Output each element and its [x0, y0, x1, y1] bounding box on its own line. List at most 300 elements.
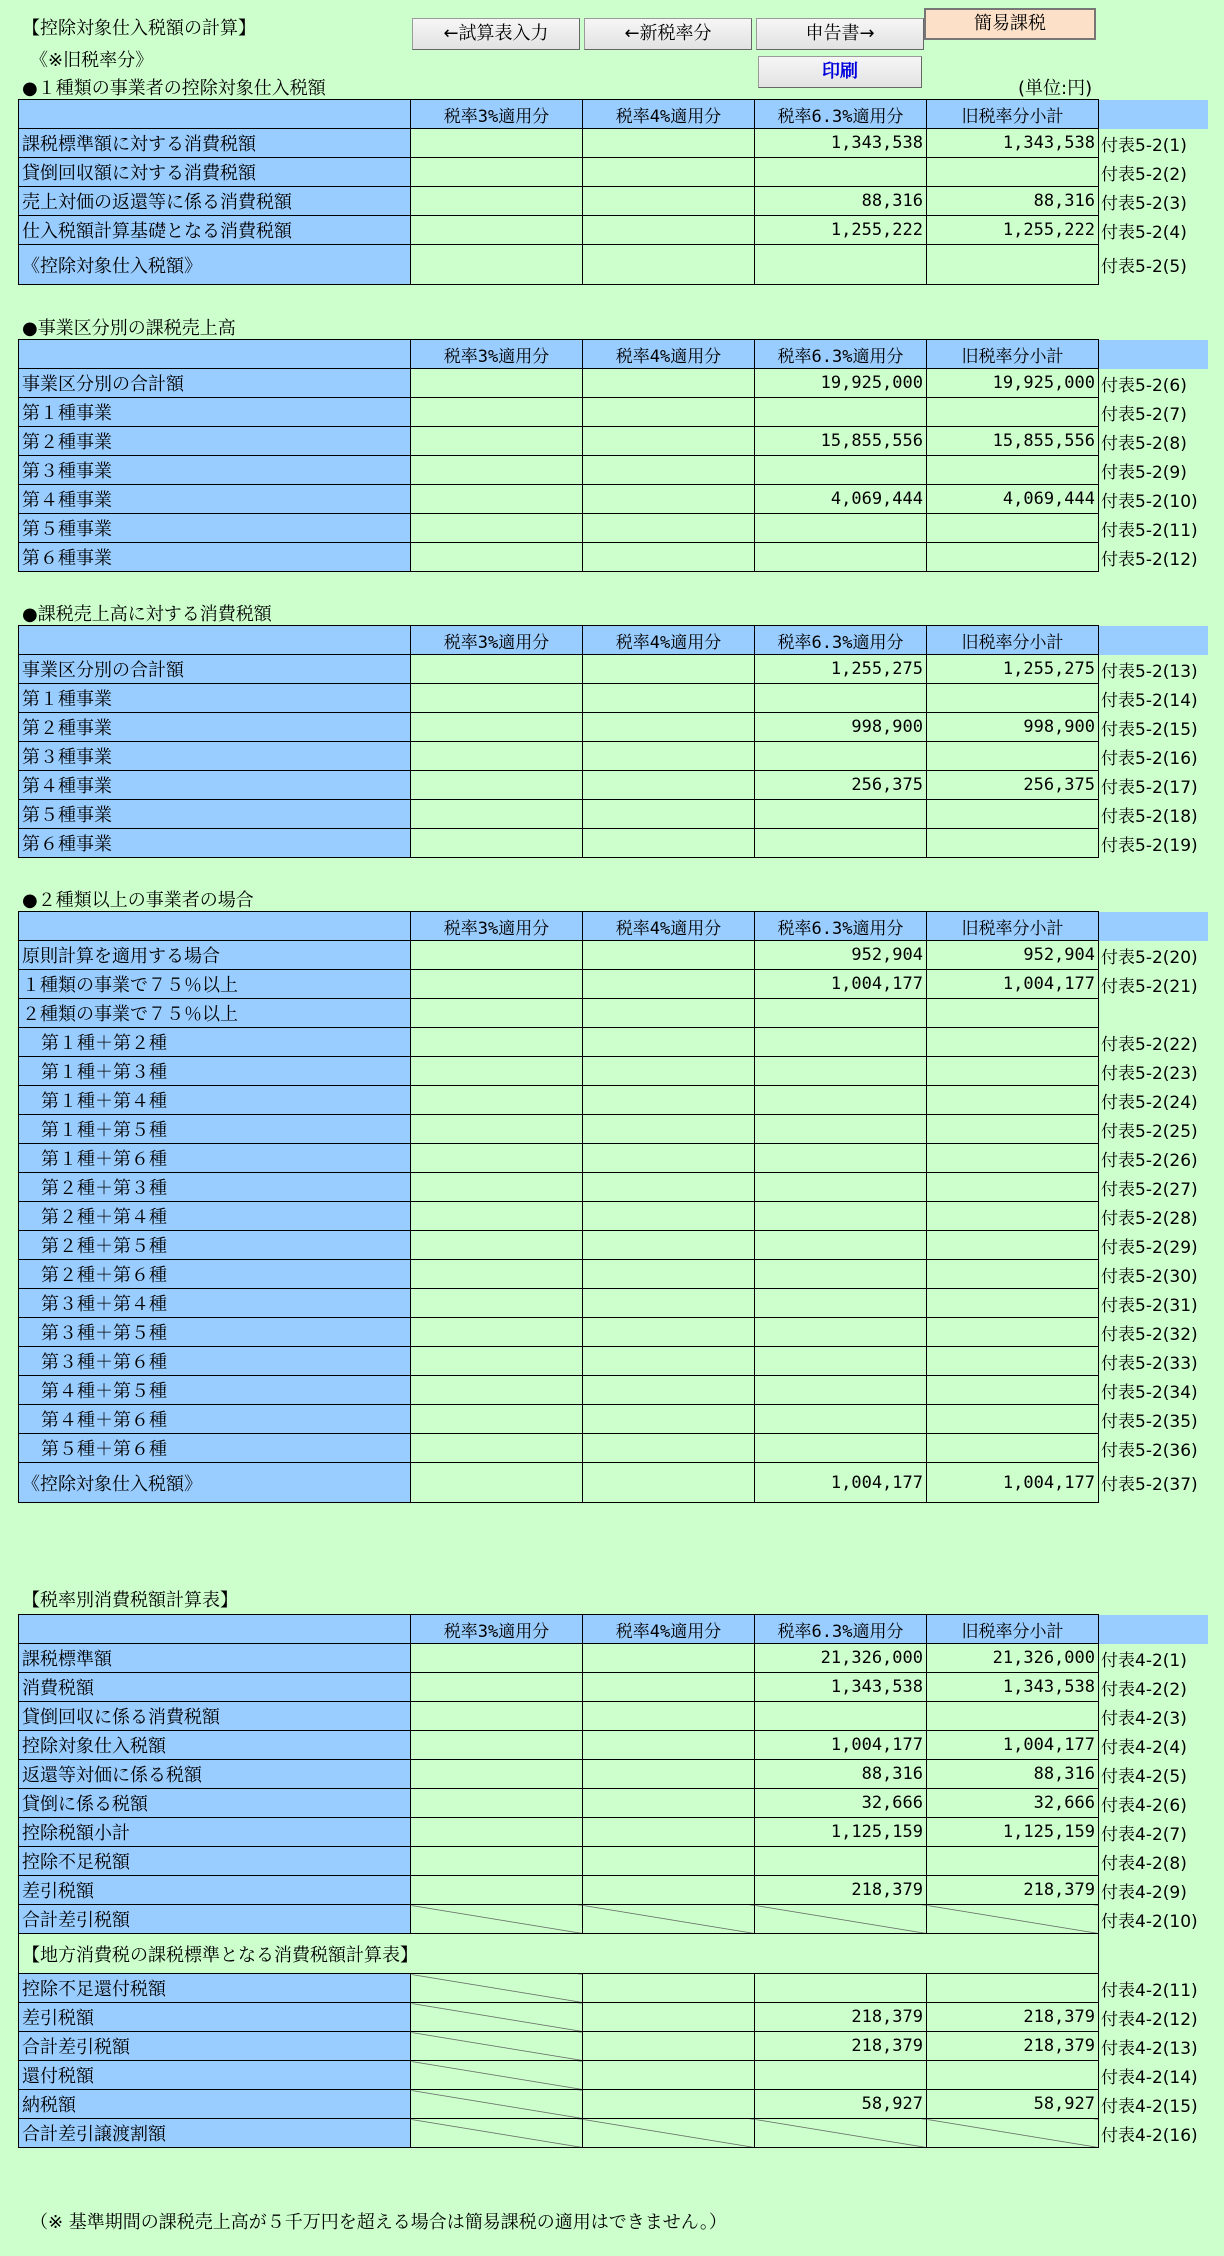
- value-cell[interactable]: [411, 1789, 583, 1818]
- value-cell[interactable]: [411, 1818, 583, 1847]
- value-cell[interactable]: [583, 1086, 755, 1115]
- value-cell[interactable]: [411, 1260, 583, 1289]
- table-row: [19, 1057, 1209, 1086]
- value-cell[interactable]: [927, 1318, 1099, 1347]
- value-cell[interactable]: 1,004,177: [927, 1731, 1099, 1760]
- value-cell[interactable]: [583, 543, 755, 572]
- header-row: [19, 340, 1209, 369]
- value-cell[interactable]: [411, 427, 583, 456]
- value-cell[interactable]: [411, 1057, 583, 1086]
- value-cell[interactable]: [755, 742, 927, 771]
- value-cell[interactable]: [583, 1463, 755, 1503]
- value-cell[interactable]: [583, 2003, 755, 2032]
- value-cell[interactable]: 88,316: [927, 187, 1099, 216]
- value-cell[interactable]: [411, 1115, 583, 1144]
- section3-heading: ●課税売上高に対する消費税額: [22, 604, 272, 625]
- value-cell[interactable]: [583, 1144, 755, 1173]
- row-label: 第４種＋第６種: [19, 1405, 411, 1434]
- value-cell[interactable]: 1,004,177: [927, 970, 1099, 999]
- value-cell[interactable]: [583, 1173, 755, 1202]
- value-cell[interactable]: [583, 941, 755, 970]
- row-label: 還付税額: [19, 2061, 411, 2090]
- value-cell[interactable]: [583, 427, 755, 456]
- value-cell[interactable]: [927, 1347, 1099, 1376]
- value-cell[interactable]: [411, 158, 583, 187]
- value-cell[interactable]: [583, 1644, 755, 1673]
- value-cell[interactable]: 218,379: [927, 1876, 1099, 1905]
- value-cell[interactable]: [927, 1028, 1099, 1057]
- form-ref: 付表4-2(9): [1101, 1882, 1187, 1903]
- form-ref: 付表5-2(16): [1101, 748, 1198, 769]
- value-cell[interactable]: [755, 1702, 927, 1731]
- value-cell[interactable]: [755, 1434, 927, 1463]
- column-header: 旧税率分小計: [927, 1615, 1099, 1644]
- table-row: [19, 829, 1209, 858]
- value-cell[interactable]: [411, 1673, 583, 1702]
- table-row: [19, 158, 1209, 187]
- value-cell[interactable]: [755, 398, 927, 427]
- table-row: [19, 129, 1209, 158]
- value-cell[interactable]: [927, 1086, 1099, 1115]
- value-cell[interactable]: [755, 684, 927, 713]
- value-cell[interactable]: [583, 398, 755, 427]
- value-cell[interactable]: [583, 456, 755, 485]
- value-cell[interactable]: [411, 369, 583, 398]
- value-cell[interactable]: [583, 2032, 755, 2061]
- value-cell[interactable]: 998,900: [755, 713, 927, 742]
- row-label: 貸倒に係る税額: [19, 1789, 411, 1818]
- value-cell[interactable]: [411, 829, 583, 858]
- form-ref: [1099, 999, 1209, 1028]
- value-cell[interactable]: [411, 514, 583, 543]
- value-cell[interactable]: [411, 1434, 583, 1463]
- section2-heading: ●事業区分別の課税売上高: [22, 318, 236, 339]
- value-cell[interactable]: 1,004,177: [755, 1731, 927, 1760]
- table-row: [19, 245, 1209, 285]
- value-cell[interactable]: [927, 514, 1099, 543]
- table-row: [19, 1289, 1209, 1318]
- value-cell[interactable]: [411, 485, 583, 514]
- value-cell[interactable]: [411, 1731, 583, 1760]
- value-cell[interactable]: [755, 158, 927, 187]
- value-cell[interactable]: 4,069,444: [927, 485, 1099, 514]
- section2-table: [18, 339, 1209, 572]
- column-header: 税率6.3%適用分: [755, 340, 927, 369]
- value-cell[interactable]: 1,125,159: [755, 1818, 927, 1847]
- value-cell[interactable]: 1,255,222: [755, 216, 927, 245]
- value-cell[interactable]: [411, 1318, 583, 1347]
- value-cell[interactable]: [411, 1876, 583, 1905]
- table-row: [19, 800, 1209, 829]
- row-label: 課税標準額に対する消費税額: [19, 129, 411, 158]
- value-cell[interactable]: [755, 1376, 927, 1405]
- value-cell[interactable]: [583, 713, 755, 742]
- value-cell[interactable]: 19,925,000: [755, 369, 927, 398]
- value-cell[interactable]: 1,255,275: [755, 655, 927, 684]
- value-cell[interactable]: 218,379: [755, 1876, 927, 1905]
- value-cell[interactable]: [583, 1115, 755, 1144]
- value-cell[interactable]: [583, 829, 755, 858]
- form-ref: 付表4-2(12): [1101, 2009, 1198, 2030]
- table-row: [19, 1086, 1209, 1115]
- value-cell[interactable]: 998,900: [927, 713, 1099, 742]
- value-cell[interactable]: 952,904: [755, 941, 927, 970]
- value-cell[interactable]: [755, 1347, 927, 1376]
- form-ref: 付表5-2(17): [1101, 777, 1198, 798]
- table-row: [19, 1173, 1209, 1202]
- value-cell[interactable]: [927, 1115, 1099, 1144]
- value-cell[interactable]: [755, 999, 927, 1028]
- value-cell[interactable]: [755, 1028, 927, 1057]
- value-cell[interactable]: 1,004,177: [755, 970, 927, 999]
- form-ref: 付表5-2(37): [1101, 1475, 1198, 1495]
- value-cell[interactable]: 256,375: [755, 771, 927, 800]
- value-cell[interactable]: [583, 187, 755, 216]
- value-cell[interactable]: [927, 1702, 1099, 1731]
- value-cell[interactable]: [927, 742, 1099, 771]
- value-cell[interactable]: [583, 1260, 755, 1289]
- form-ref: 付表5-2(3): [1101, 193, 1187, 214]
- value-cell[interactable]: [411, 245, 583, 285]
- value-cell[interactable]: [583, 771, 755, 800]
- row-label: 貸倒回収に係る消費税額: [19, 1702, 411, 1731]
- value-cell[interactable]: [583, 1057, 755, 1086]
- header-blank: [19, 912, 411, 941]
- value-cell[interactable]: 1,343,538: [927, 1673, 1099, 1702]
- column-header: 税率6.3%適用分: [755, 100, 927, 129]
- value-cell[interactable]: [411, 1644, 583, 1673]
- row-label: 第３種＋第６種: [19, 1347, 411, 1376]
- value-cell[interactable]: [411, 1144, 583, 1173]
- table-row: [19, 1434, 1209, 1463]
- value-cell[interactable]: [411, 129, 583, 158]
- value-cell[interactable]: [755, 1115, 927, 1144]
- column-header: 税率6.3%適用分: [755, 1615, 927, 1644]
- column-header: 旧税率分小計: [927, 340, 1099, 369]
- value-cell[interactable]: 88,316: [755, 187, 927, 216]
- value-cell[interactable]: [927, 245, 1099, 285]
- value-cell[interactable]: [755, 1974, 927, 2003]
- value-cell[interactable]: [927, 1974, 1099, 2003]
- value-cell[interactable]: [583, 2090, 755, 2119]
- value-cell[interactable]: 952,904: [927, 941, 1099, 970]
- form-ref: 付表5-2(1): [1101, 135, 1187, 156]
- column-header: 税率6.3%適用分: [755, 912, 927, 941]
- table-row: [19, 771, 1209, 800]
- table-row: [19, 1028, 1209, 1057]
- value-cell[interactable]: 1,255,222: [927, 216, 1099, 245]
- value-cell[interactable]: [411, 1760, 583, 1789]
- value-cell[interactable]: 58,927: [927, 2090, 1099, 2119]
- value-cell[interactable]: [755, 543, 927, 572]
- value-cell[interactable]: [411, 800, 583, 829]
- value-cell[interactable]: 88,316: [755, 1760, 927, 1789]
- section1-table: [18, 99, 1209, 285]
- value-cell[interactable]: [583, 1673, 755, 1702]
- value-cell[interactable]: [411, 713, 583, 742]
- row-label: 第１種事業: [19, 398, 411, 427]
- value-cell[interactable]: [927, 1434, 1099, 1463]
- value-cell[interactable]: 1,004,177: [755, 1463, 927, 1503]
- na-cell: [583, 2119, 755, 2148]
- value-cell[interactable]: 1,004,177: [927, 1463, 1099, 1503]
- row-label: 差引税額: [19, 2003, 411, 2032]
- value-cell[interactable]: [583, 1760, 755, 1789]
- row-label: 第１種事業: [19, 684, 411, 713]
- value-cell[interactable]: [927, 1405, 1099, 1434]
- value-cell[interactable]: [755, 1086, 927, 1115]
- value-cell[interactable]: [583, 1434, 755, 1463]
- value-cell[interactable]: 21,326,000: [755, 1644, 927, 1673]
- value-cell[interactable]: [583, 1202, 755, 1231]
- value-cell[interactable]: [411, 216, 583, 245]
- value-cell[interactable]: [583, 2061, 755, 2090]
- form-ref: 付表5-2(24): [1101, 1092, 1198, 1113]
- row-label: 事業区分別の合計額: [19, 369, 411, 398]
- value-cell[interactable]: [927, 1847, 1099, 1876]
- ref-blank: [1099, 626, 1209, 655]
- value-cell[interactable]: [583, 1347, 755, 1376]
- value-cell[interactable]: [583, 158, 755, 187]
- value-cell[interactable]: [755, 514, 927, 543]
- value-cell[interactable]: 1,125,159: [927, 1818, 1099, 1847]
- value-cell[interactable]: [583, 1974, 755, 2003]
- value-cell[interactable]: 218,379: [927, 2003, 1099, 2032]
- value-cell[interactable]: [927, 1376, 1099, 1405]
- value-cell[interactable]: 32,666: [927, 1789, 1099, 1818]
- new-rate-button[interactable]: ←新税率分: [584, 18, 752, 50]
- value-cell[interactable]: [411, 771, 583, 800]
- value-cell[interactable]: 256,375: [927, 771, 1099, 800]
- value-cell[interactable]: [583, 970, 755, 999]
- value-cell[interactable]: [927, 829, 1099, 858]
- simple-tax-button[interactable]: 簡易課税: [924, 8, 1096, 40]
- column-header: 税率3%適用分: [411, 100, 583, 129]
- value-cell[interactable]: [927, 543, 1099, 572]
- value-cell[interactable]: [411, 1847, 583, 1876]
- value-cell[interactable]: 218,379: [927, 2032, 1099, 2061]
- value-cell[interactable]: [755, 1173, 927, 1202]
- value-cell[interactable]: [583, 369, 755, 398]
- value-cell[interactable]: [927, 999, 1099, 1028]
- value-cell[interactable]: [927, 398, 1099, 427]
- form-ref: 付表5-2(25): [1101, 1121, 1198, 1142]
- form-ref: 付表4-2(1): [1101, 1650, 1187, 1671]
- table-row: [19, 1789, 1209, 1818]
- value-cell[interactable]: [411, 543, 583, 572]
- value-cell[interactable]: [583, 684, 755, 713]
- table-row: [19, 1905, 1209, 1934]
- form-ref: 付表4-2(14): [1101, 2067, 1198, 2088]
- value-cell[interactable]: [411, 1173, 583, 1202]
- value-cell[interactable]: [755, 1144, 927, 1173]
- value-cell[interactable]: [411, 655, 583, 684]
- value-cell[interactable]: [755, 1202, 927, 1231]
- value-cell[interactable]: [411, 970, 583, 999]
- value-cell[interactable]: [755, 1405, 927, 1434]
- value-cell[interactable]: [411, 1463, 583, 1503]
- value-cell[interactable]: 218,379: [755, 2003, 927, 2032]
- row-label: 第２種＋第５種: [19, 1231, 411, 1260]
- value-cell[interactable]: 1,343,538: [755, 1673, 927, 1702]
- value-cell[interactable]: [411, 398, 583, 427]
- value-cell[interactable]: [411, 1289, 583, 1318]
- return-form-button[interactable]: 申告書→: [756, 18, 924, 50]
- value-cell[interactable]: [927, 1289, 1099, 1318]
- value-cell[interactable]: [583, 1731, 755, 1760]
- ref-blank: [1099, 1615, 1209, 1644]
- value-cell[interactable]: 15,855,556: [755, 427, 927, 456]
- value-cell[interactable]: [583, 1318, 755, 1347]
- value-cell[interactable]: [583, 742, 755, 771]
- value-cell[interactable]: [583, 1405, 755, 1434]
- value-cell[interactable]: [411, 999, 583, 1028]
- value-cell[interactable]: [411, 1202, 583, 1231]
- table-row: [19, 2003, 1209, 2032]
- value-cell[interactable]: [411, 1347, 583, 1376]
- form-ref: 付表4-2(2): [1101, 1679, 1187, 1700]
- form-ref: 付表5-2(5): [1101, 257, 1187, 277]
- value-cell[interactable]: [927, 1231, 1099, 1260]
- value-cell[interactable]: [583, 485, 755, 514]
- value-cell[interactable]: 15,855,556: [927, 427, 1099, 456]
- table-row: [19, 713, 1209, 742]
- value-cell[interactable]: [411, 1405, 583, 1434]
- value-cell[interactable]: [411, 1028, 583, 1057]
- value-cell[interactable]: [411, 1376, 583, 1405]
- value-cell[interactable]: [755, 245, 927, 285]
- value-cell[interactable]: [411, 1702, 583, 1731]
- value-cell[interactable]: [755, 1231, 927, 1260]
- section5-heading: 【税率別消費税額計算表】: [22, 1590, 238, 1611]
- value-cell[interactable]: [583, 1289, 755, 1318]
- form-ref: 付表5-2(12): [1101, 549, 1198, 570]
- value-cell[interactable]: [583, 1789, 755, 1818]
- table-row: [19, 1876, 1209, 1905]
- value-cell[interactable]: [583, 1818, 755, 1847]
- table-row: [19, 543, 1209, 572]
- form-ref: 付表4-2(16): [1101, 2125, 1198, 2146]
- ref-blank: [1099, 912, 1209, 941]
- value-cell[interactable]: [755, 829, 927, 858]
- header-blank: [19, 100, 411, 129]
- row-label: 第３種事業: [19, 742, 411, 771]
- trial-balance-button[interactable]: ←試算表入力: [412, 18, 580, 50]
- row-label: 控除不足還付税額: [19, 1974, 411, 2003]
- value-cell[interactable]: 32,666: [755, 1789, 927, 1818]
- footer-note: （※ 基準期間の課税売上高が５千万円を超える場合は簡易課税の適用はできません。）: [30, 2212, 727, 2233]
- value-cell[interactable]: [927, 800, 1099, 829]
- value-cell[interactable]: [583, 1028, 755, 1057]
- value-cell[interactable]: [927, 1144, 1099, 1173]
- value-cell[interactable]: [583, 800, 755, 829]
- value-cell[interactable]: [411, 1086, 583, 1115]
- value-cell[interactable]: [927, 158, 1099, 187]
- value-cell[interactable]: [927, 684, 1099, 713]
- value-cell[interactable]: [583, 1847, 755, 1876]
- value-cell[interactable]: [583, 655, 755, 684]
- value-cell[interactable]: [583, 999, 755, 1028]
- value-cell[interactable]: [755, 1318, 927, 1347]
- value-cell[interactable]: [583, 514, 755, 543]
- value-cell[interactable]: [583, 1231, 755, 1260]
- na-cell: [927, 1905, 1099, 1934]
- value-cell[interactable]: [755, 456, 927, 485]
- value-cell[interactable]: [411, 684, 583, 713]
- table-row: [19, 1760, 1209, 1789]
- value-cell[interactable]: [755, 1057, 927, 1086]
- na-cell: [411, 1905, 583, 1934]
- value-cell[interactable]: [927, 2061, 1099, 2090]
- value-cell[interactable]: [927, 456, 1099, 485]
- value-cell[interactable]: [411, 456, 583, 485]
- value-cell[interactable]: 88,316: [927, 1760, 1099, 1789]
- value-cell[interactable]: [411, 941, 583, 970]
- value-cell[interactable]: 19,925,000: [927, 369, 1099, 398]
- value-cell[interactable]: [755, 1289, 927, 1318]
- value-cell[interactable]: [411, 742, 583, 771]
- value-cell[interactable]: [755, 2061, 927, 2090]
- row-label: 第５種事業: [19, 800, 411, 829]
- value-cell[interactable]: [927, 1260, 1099, 1289]
- section3-table: [18, 625, 1209, 858]
- na-cell: [411, 1974, 583, 2003]
- form-ref: 付表5-2(19): [1101, 835, 1198, 856]
- print-button[interactable]: 印刷: [758, 56, 922, 88]
- unit-label: (単位:円): [1018, 78, 1093, 99]
- column-header: 税率3%適用分: [411, 340, 583, 369]
- form-ref: 付表5-2(8): [1101, 433, 1187, 454]
- value-cell[interactable]: [583, 1876, 755, 1905]
- form-ref: 付表5-2(6): [1101, 375, 1187, 396]
- value-cell[interactable]: [755, 800, 927, 829]
- section4-heading: ●２種類以上の事業者の場合: [22, 890, 254, 911]
- value-cell[interactable]: [583, 216, 755, 245]
- value-cell[interactable]: 21,326,000: [927, 1644, 1099, 1673]
- value-cell[interactable]: [411, 187, 583, 216]
- value-cell[interactable]: [927, 1202, 1099, 1231]
- value-cell[interactable]: 218,379: [755, 2032, 927, 2061]
- ref-blank: [1099, 1934, 1209, 1974]
- form-ref: 付表5-2(34): [1101, 1382, 1198, 1403]
- na-cell: [755, 1905, 927, 1934]
- value-cell[interactable]: 1,255,275: [927, 655, 1099, 684]
- value-cell[interactable]: [927, 1173, 1099, 1202]
- row-label: 第６種事業: [19, 543, 411, 572]
- subsection-heading-row: [19, 1934, 1209, 1974]
- value-cell[interactable]: [583, 245, 755, 285]
- value-cell[interactable]: 58,927: [755, 2090, 927, 2119]
- row-label: 第６種事業: [19, 829, 411, 858]
- form-ref: 付表5-2(27): [1101, 1179, 1198, 1200]
- form-ref: 付表5-2(9): [1101, 462, 1187, 483]
- table-row: [19, 2090, 1209, 2119]
- value-cell[interactable]: [583, 129, 755, 158]
- row-label: 第２種事業: [19, 713, 411, 742]
- value-cell[interactable]: [411, 1231, 583, 1260]
- value-cell[interactable]: 4,069,444: [755, 485, 927, 514]
- value-cell[interactable]: [583, 1702, 755, 1731]
- value-cell[interactable]: 1,343,538: [755, 129, 927, 158]
- value-cell[interactable]: [927, 1057, 1099, 1086]
- table-row: [19, 970, 1209, 999]
- form-ref: 付表5-2(15): [1101, 719, 1198, 740]
- value-cell[interactable]: [755, 1847, 927, 1876]
- form-ref: 付表5-2(4): [1101, 222, 1187, 243]
- value-cell[interactable]: 1,343,538: [927, 129, 1099, 158]
- value-cell[interactable]: [583, 1376, 755, 1405]
- value-cell[interactable]: [755, 1260, 927, 1289]
